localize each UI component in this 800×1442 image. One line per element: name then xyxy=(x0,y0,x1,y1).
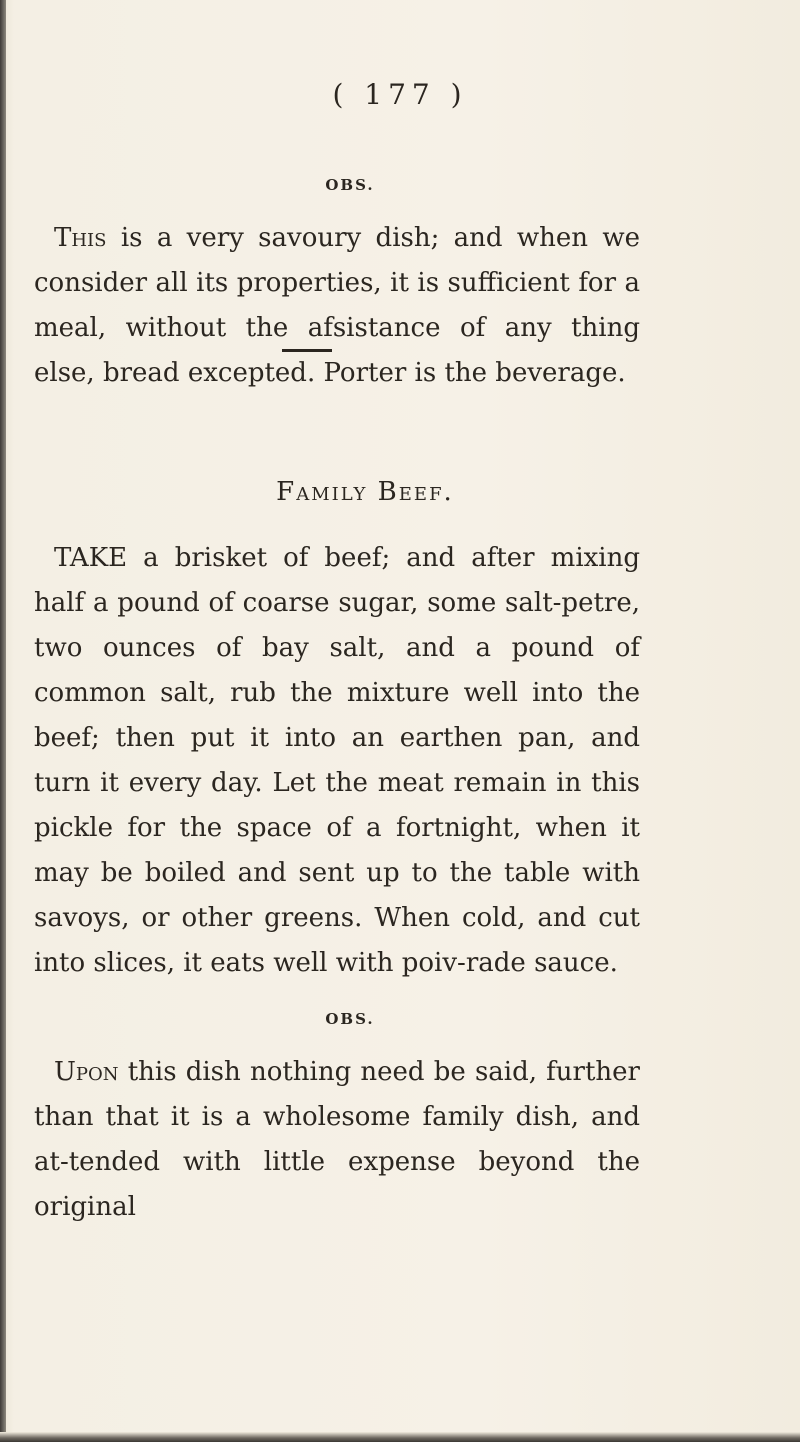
obs-heading: OBS. xyxy=(325,176,375,194)
obs-paragraph-2 xyxy=(34,1050,640,1230)
recipe-paragraph xyxy=(34,536,640,986)
obs-paragraph xyxy=(34,216,640,396)
paragraph-text: is a very savoury dish; and when we consider all its properties, it is sufficient for a meal, without the afsistance of any thing else, bread excepted. Porter is the beverage. xyxy=(34,223,641,388)
page-bottom-edge xyxy=(0,1432,800,1442)
page-gutter-shadow xyxy=(0,0,6,1442)
page-number: ( 177 ) xyxy=(332,78,468,111)
recipe-title: Family Beef. xyxy=(276,477,454,507)
section-divider xyxy=(282,349,332,352)
paragraph-text-2: this dish nothing need be said, further than that it is a wholesome family dish, and at-tended with little expense beyond the original xyxy=(34,1057,640,1222)
paragraph-first-word-2: Upon xyxy=(54,1057,119,1087)
obs-heading-2: OBS. xyxy=(325,1010,375,1028)
paragraph-first-word: This xyxy=(54,223,107,253)
recipe-text: TAKE a brisket of beef; and after mixing half a pound of coarse sugar, some salt-petre, two ounces of bay salt, and a pound of common salt, rub the mixture well into the beef; then put it into an earthen pan, and turn it every day. Let the meat remain in this pickle for the space of a fortnight, when it may be boiled and sent up to the table with savoys, or other greens. When cold, and cut into slices, it eats well with poiv-rade sauce. xyxy=(34,543,640,978)
